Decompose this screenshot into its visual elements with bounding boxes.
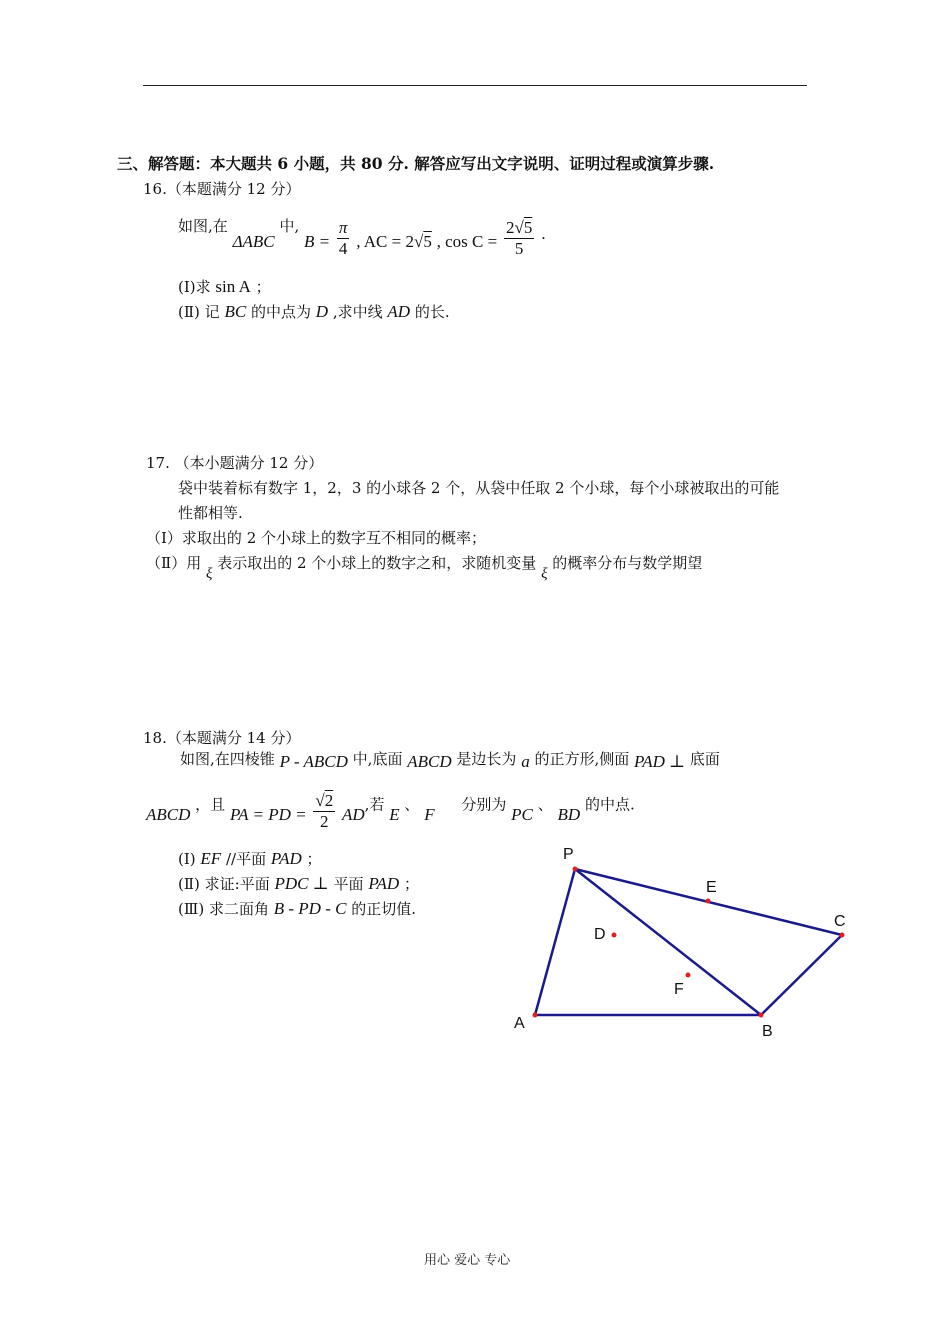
q18-part2 (178, 873, 419, 894)
q16-cond-cos: , cos C = (436, 231, 498, 251)
q17-part2-a: （Ⅱ）用 (146, 554, 202, 572)
q16-part2 (178, 301, 450, 322)
q18-l2-d: 的中点. (584, 795, 635, 814)
q18-l2-c: 分别为 (461, 795, 507, 814)
q18-l1-d: 的正方形,侧面 (534, 750, 630, 768)
q16-part2-ask: ,求中线 (332, 303, 383, 321)
q18-part3 (178, 898, 416, 919)
label-f: F (674, 981, 684, 998)
q16-intro-b: 中, (279, 216, 300, 235)
q16-part1-label: (Ⅰ)求 (178, 278, 211, 296)
q18-l2-eq: PA = PD = (229, 804, 307, 824)
q16-header: 16.（本题满分 12 分） (143, 180, 301, 198)
q16-period: . (541, 224, 546, 243)
page-footer: 用心 爱心 专心 (424, 1253, 511, 1268)
q18-l1-a-var: a (521, 752, 530, 771)
q17-xi-1: ξ (205, 566, 213, 582)
q18-p2-end: ； (403, 875, 419, 893)
q16-cond-ac: , AC = 2 (356, 231, 414, 251)
point-c (840, 933, 845, 938)
q18-l1-e: 底面 (689, 750, 720, 768)
q18-p1-pad: PAD (270, 849, 302, 868)
q16-statement: 如图,在 ΔABC 中, B = $\frac{\pi}{4}$ , AC = 2√5 , cos C = $\frac{2√5}{5}$ . (178, 216, 546, 258)
q17-part2-b: 表示取出的 2 个小球上的数字之和，求随机变量 (217, 554, 537, 572)
point-f (686, 973, 691, 978)
q18-l2-ad: AD (342, 804, 365, 824)
q17-part2 (146, 552, 703, 582)
q16-two: 2 (505, 218, 515, 237)
q18-l1-abcd: ABCD (407, 752, 452, 771)
q18-p2-pad: PAD (368, 874, 400, 893)
label-b: B (762, 1023, 773, 1040)
q16-part2-d: D (315, 302, 329, 321)
q18-p3-end: 的正切值. (351, 900, 417, 918)
q16-part1-end: ； (255, 278, 271, 296)
q17-line1: 袋中装着标有数字 1，2，3 的小球各 2 个，从袋中任取 2 个小球，每个小球被取出的可能 (178, 479, 780, 497)
q18-p3-math: B - PD - C (273, 899, 347, 918)
q18-p1-text: //平面 (225, 850, 267, 868)
label-p: P (563, 846, 574, 863)
edge-pa (535, 869, 575, 1015)
q18-p2-text: 平面 (333, 875, 364, 893)
q16-frac-cos: $\frac{2√5}{5}$ (505, 218, 533, 258)
label-a: A (514, 1015, 525, 1032)
q16-part2-end: 的长. (414, 303, 450, 321)
q16-part2-mid: 的中点为 (250, 303, 311, 321)
q18-l1-c: 是边长为 (456, 750, 517, 768)
q16-frac-pi4 (337, 218, 350, 259)
point-d (612, 933, 617, 938)
q18-l2-a: ，且 (195, 795, 226, 814)
label-d: D (594, 926, 606, 943)
q16-triangle: ΔABC (232, 231, 275, 251)
q16-intro-a: 如图,在 (178, 216, 228, 235)
q17-part2-c: 的概率分布与数学期望 (552, 554, 703, 572)
q18-p1-end: ； (306, 850, 322, 868)
q18-header: 18.（本题满分 14 分） (143, 729, 301, 747)
figure-lines (535, 869, 842, 1015)
q18-sqrt2: 2 (324, 791, 334, 810)
q18-p2-pdc: PDC ⊥ (274, 874, 329, 893)
q18-l2-sep2: 、 (537, 795, 553, 814)
q18-l2-e: E (389, 804, 400, 824)
q17-part1: （Ⅰ）求取出的 2 个小球上的数字互不相同的概率； (146, 529, 487, 547)
q18-p2-label: (Ⅱ) 求证:平面 (178, 875, 270, 893)
q16-part1-math: sin A (215, 277, 251, 296)
q18-part1 (178, 848, 322, 869)
section-heading: 三、解答题：本大题共 6 小题，共 80 分. 解答应写出文字说明、证明过程或演算步骤. (117, 154, 715, 173)
q18-line1 (180, 748, 720, 769)
q16-part2-bc: BC (224, 302, 247, 321)
figure-points (533, 867, 845, 1018)
point-e (706, 899, 711, 904)
q18-p3-label: (Ⅲ) 求二面角 (178, 900, 269, 918)
q18-frac-sqrt2: $\frac{√2}{2}$ (315, 791, 334, 831)
point-b (759, 1013, 764, 1018)
q16-five: 5 (514, 239, 524, 258)
q18-l2-bd: BD (557, 804, 581, 824)
edge-bc (761, 935, 842, 1015)
q18-l2-abcd: ABCD (146, 804, 191, 824)
label-c: C (834, 913, 846, 930)
point-p (573, 867, 578, 872)
q16-sqrt5: 5 (423, 231, 432, 251)
q16-pi: π (338, 218, 348, 237)
q16-sqrt5-num: 5 (523, 218, 533, 237)
q17-line2: 性都相等. (178, 504, 243, 522)
q18-p1-label: (Ⅰ) (178, 850, 196, 868)
label-e: E (706, 879, 717, 896)
q18-l2-sep: 、 (404, 795, 420, 814)
q17-xi-2: ξ (541, 566, 548, 582)
q18-l1-pad: PAD ⊥ (634, 752, 686, 771)
q18-two: 2 (320, 812, 329, 831)
point-a (533, 1013, 538, 1018)
header-rule (143, 85, 807, 86)
q18-l2-pc: PC (511, 804, 533, 824)
q16-cond-b: B = (304, 231, 331, 251)
pyramid-figure (500, 838, 870, 1048)
q17-header: 17. （本小题满分 12 分） (146, 454, 324, 472)
q18-l1-pabcd: P - ABCD (279, 752, 348, 771)
q18-l2-b: ,若 (364, 795, 385, 814)
q18-p1-ef: EF (200, 849, 222, 868)
q16-part2-label: (Ⅱ) 记 (178, 303, 220, 321)
q18-l2-f: F (424, 804, 435, 824)
q16-four: 4 (338, 239, 348, 258)
q18-l1-b: 中,底面 (352, 750, 403, 768)
q18-l1-a: 如图,在四棱锥 (180, 750, 275, 768)
q18-line2 (146, 785, 635, 835)
q16-part2-ad: AD (387, 302, 411, 321)
q16-part1 (178, 276, 271, 297)
